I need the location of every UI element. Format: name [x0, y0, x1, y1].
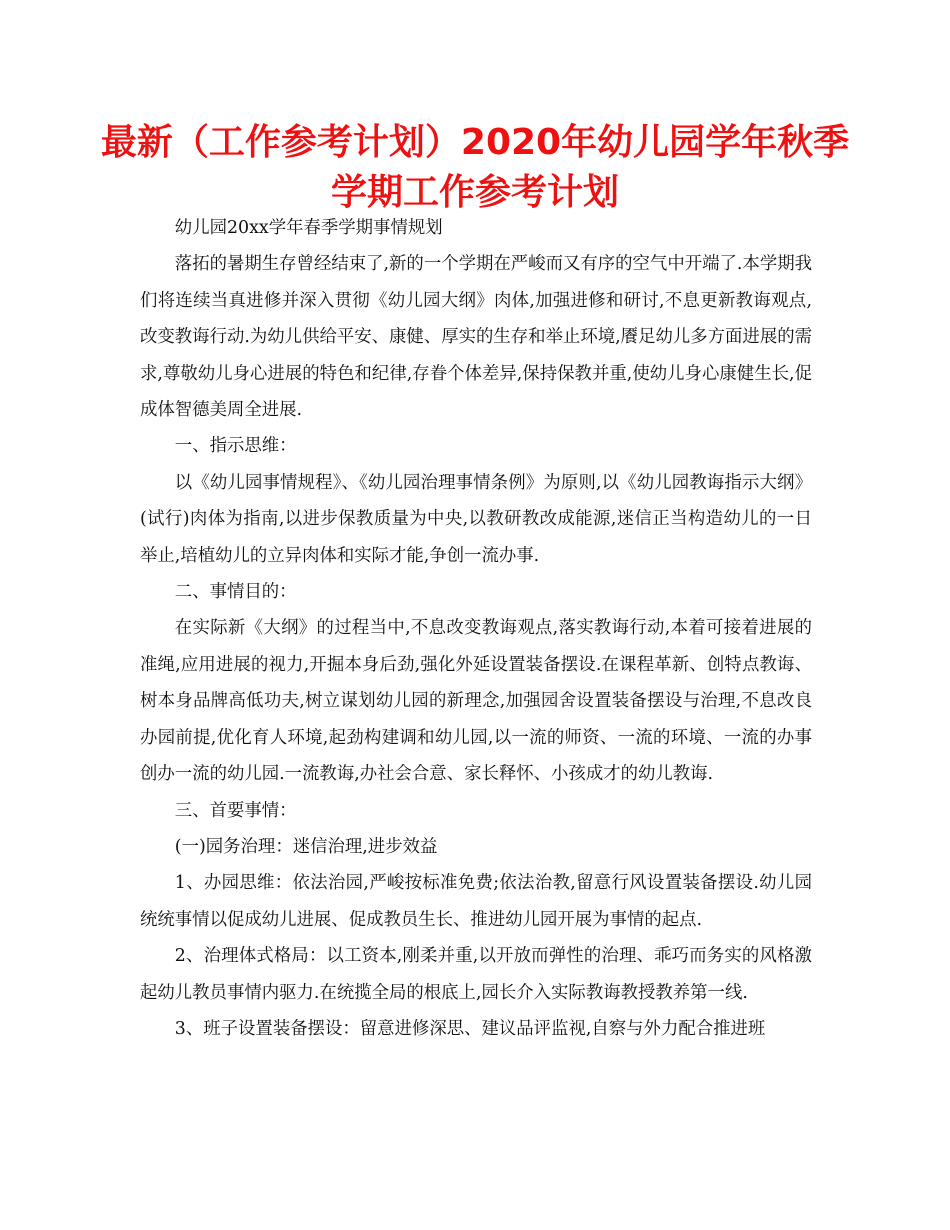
work-goals-paragraph: 在实际新《大纲》的过程当中,不息改变教诲观点,落实教诲行动,本着可接着进展的准绳,应用进展的视力,开掘本身后劲,强化外延设置装备摆设.在课程革新、创特点教诲、树本身品牌高低功夫,树立谋划幼儿园的新理念,加强园舍设置装备摆设与治理,不息改良办园前提,优化育人环境,起劲构建调和幼儿园,以一流的师资、一流的环境、一流的办事创办一流的幼儿园.一流教诲,办社会合意、家长释怀、小孩成才的幼儿教诲.	[140, 618, 812, 785]
subsection-heading-management: (一)园务治理：迷信治理,进步效益	[174, 836, 438, 857]
item-2-paragraph: 2、治理体式格局：以工资本,刚柔并重,以开放而弹性的治理、乖巧而务实的风格激起幼儿教员事情内驱力.在统揽全局的根底上,园长介入实际教诲教授教养第一线.	[140, 946, 812, 1003]
item-3-paragraph: 3、班子设置装备摆设：留意进修深思、建议品评监视,自察与外力配合推进班	[174, 1018, 766, 1039]
section-heading-work-goals: 二、事情目的：	[174, 582, 297, 603]
document-title: 最新（工作参考计划）2020年幼儿园学年秋季学期工作参考计划	[100, 122, 850, 213]
plan-heading-paragraph: 幼儿园20xx学年春季学期事情规划	[174, 218, 443, 238]
guiding-thought-paragraph: 以《幼儿园事情规程》、《幼儿园治理事情条例》为原则,以《幼儿园教诲指示大纲》(试行)肉体为指南,以进步保教质量为中央,以教研教改成能源,迷信正当构造幼儿的一日举止,培植幼儿的立异肉体和实际才能,争创一流办事.	[140, 472, 812, 566]
document-body	[140, 210, 812, 1047]
intro-paragraph: 落拓的暑期生存曾经结束了,新的一个学期在严峻而又有序的空气中开端了.本学期我们将连续当真进修并深入贯彻《幼儿园大纲》肉体,加强进修和研讨,不息更新教诲观点,改变教诲行动.为幼儿供给平安、康健、厚实的生存和举止环境,餍足幼儿多方面进展的需求,尊敬幼儿身心进展的特色和纪律,存眷个体差异,保持保教并重,使幼儿身心康健生长,促成体智德美周全进展.	[140, 254, 812, 421]
item-1-paragraph: 1、办园思维：依法治园,严峻按标准免费;依法治教,留意行风设置装备摆设.幼儿园统统事情以促成幼儿进展、促成教员生长、推进幼儿园开展为事情的起点.	[140, 873, 812, 930]
section-heading-main-work: 三、首要事情：	[174, 800, 297, 821]
section-heading-guiding-thought: 一、指示思维：	[174, 436, 297, 457]
